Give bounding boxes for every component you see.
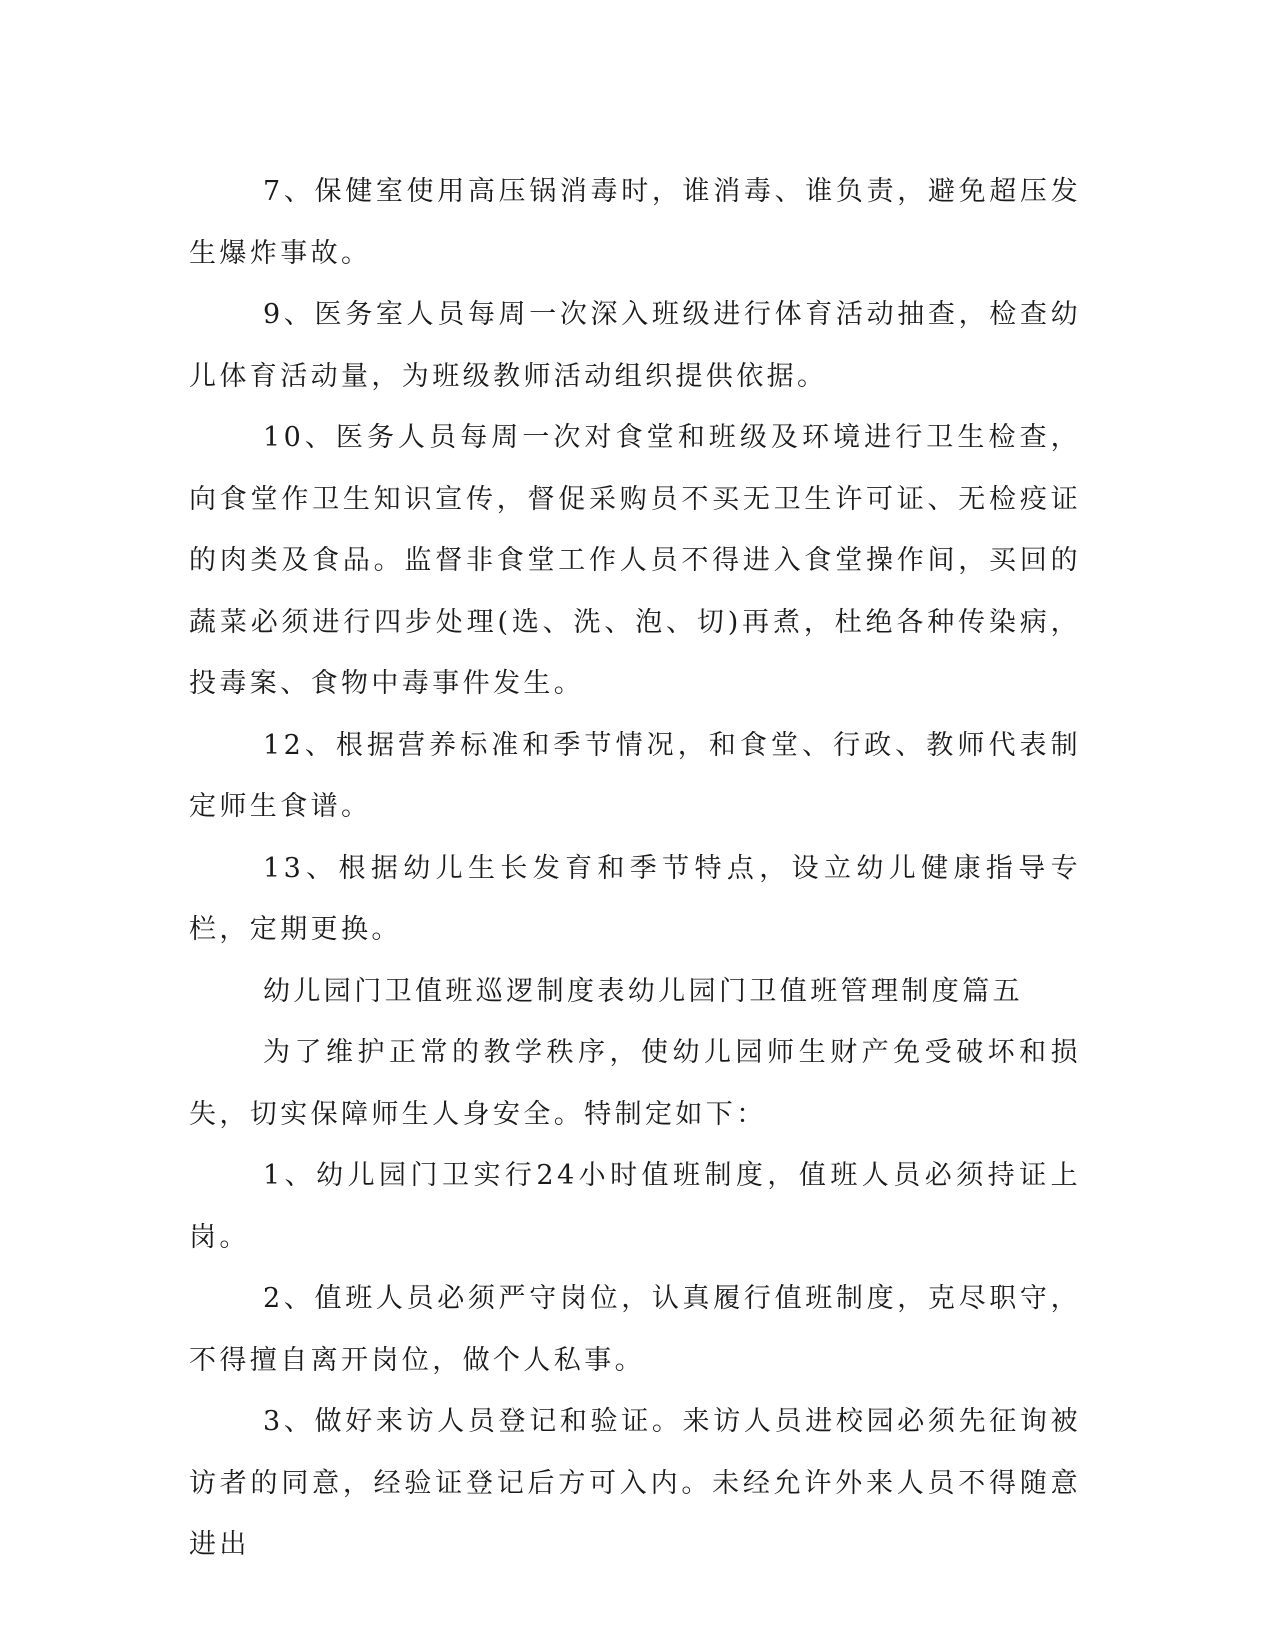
intro-paragraph: 为了维护正常的教学秩序，使幼儿园师生财产免受破坏和损失，切实保障师生人身安全。特制定如下： [189, 1037, 1081, 1130]
paragraph-item-12: 12、根据营养标准和季节情况，和食堂、行政、教师代表制定师生食谱。 [189, 729, 1081, 822]
paragraph-item-10: 10、医务人员每周一次对食堂和班级及环境进行卫生检查，向食堂作卫生知识宣传，督促采购员不买无卫生许可证、无检疫证的肉类及食品。监督非食堂工作人员不得进入食堂操作间，买回的蔬菜必须进行四步处理(选、洗、泡、切)再煮，杜绝各种传染病，投毒案、食物中毒事件发生。 [189, 422, 1081, 699]
section-heading: 幼儿园门卫值班巡逻制度表幼儿园门卫值班管理制度篇五 [263, 975, 1023, 1007]
rule-item-3: 3、做好来访人员登记和验证。来访人员进校园必须先征询被访者的同意，经验证登记后方可入内。未经允许外来人员不得随意进出 [189, 1406, 1081, 1560]
paragraph-item-9: 9、医务室人员每周一次深入班级进行体育活动抽查，检查幼儿体育活动量，为班级教师活动组织提供依据。 [189, 299, 1081, 392]
rule-item-1: 1、幼儿园门卫实行24小时值班制度，值班人员必须持证上岗。 [189, 1160, 1081, 1253]
rule-item-2: 2、值班人员必须严守岗位，认真履行值班制度，克尽职守，不得擅自离开岗位，做个人私事。 [189, 1283, 1081, 1376]
document-body [189, 161, 1081, 1576]
paragraph-item-13: 13、根据幼儿生长发育和季节特点，设立幼儿健康指导专栏，定期更换。 [189, 852, 1081, 945]
paragraph-item-7: 7、保健室使用高压锅消毒时，谁消毒、谁负责，避免超压发生爆炸事故。 [189, 176, 1081, 269]
